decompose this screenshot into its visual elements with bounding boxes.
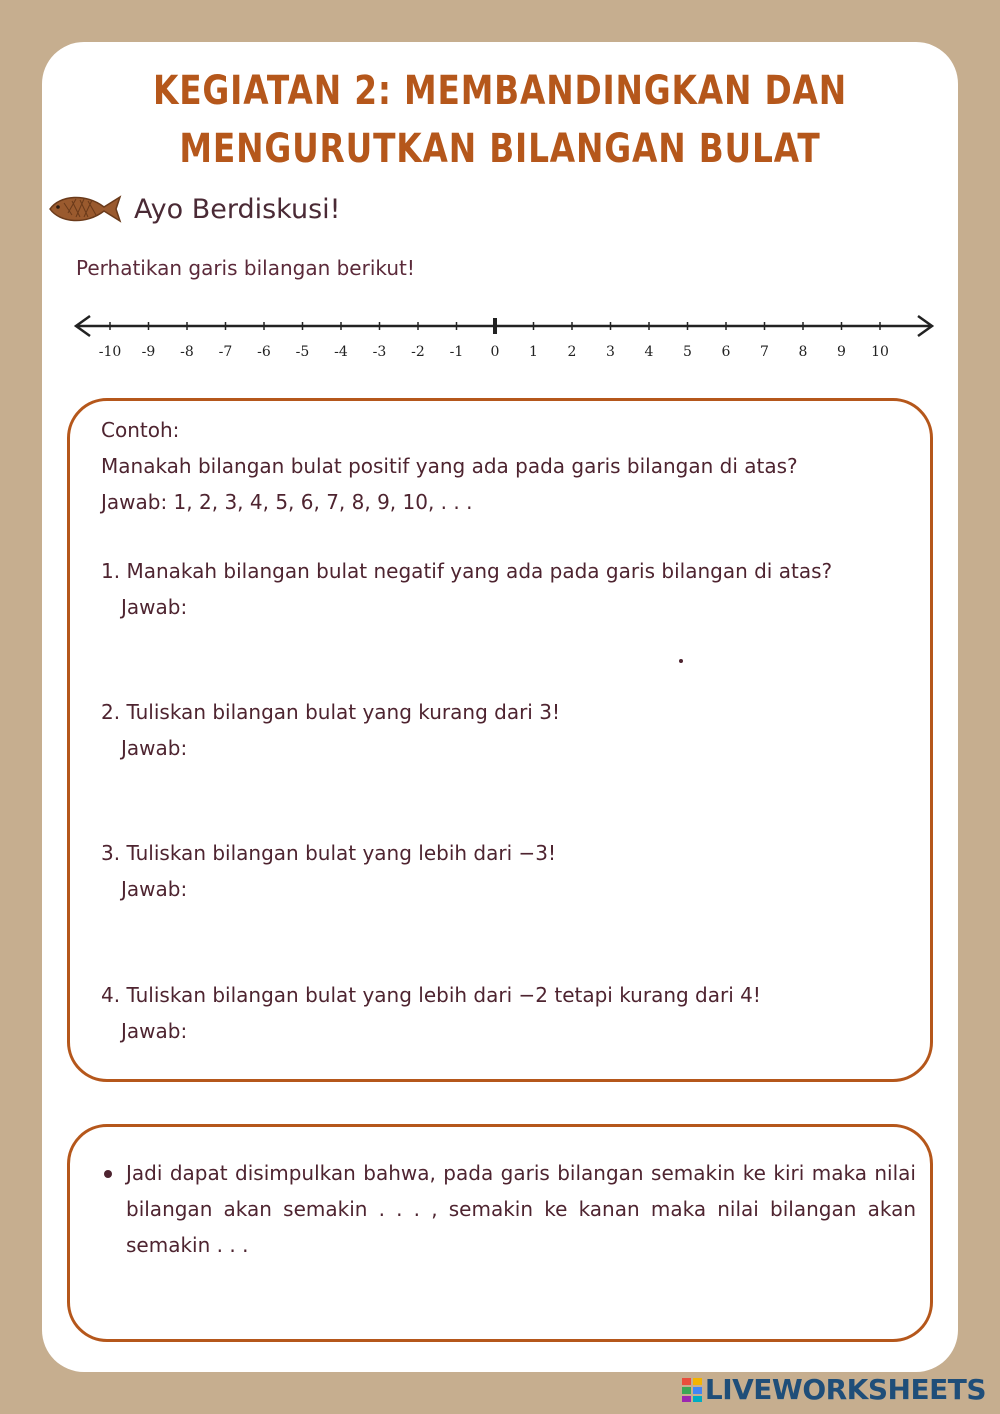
intro-text: Perhatikan garis bilangan berikut!	[76, 256, 415, 280]
title-line-1: KEGIATAN 2: MEMBANDINGKAN DAN	[152, 68, 848, 114]
number-line-label: -4	[334, 344, 348, 360]
example-heading: Contoh:	[101, 418, 180, 442]
conclusion-text: Jadi dapat disimpulkan bahwa, pada garis bilangan semakin ke kiri maka nilai bilangan akan semakin . . . , semakin ke kanan maka nilai bilangan akan semakin . . .	[126, 1161, 916, 1257]
question-4: 4. Tuliskan bilangan bulat yang lebih dari −2 tetapi kurang dari 4!	[101, 983, 761, 1007]
number-line-label: -2	[411, 344, 425, 360]
number-line-label: -10	[98, 344, 122, 360]
answer-dot	[679, 659, 683, 663]
number-line-label: 1	[529, 344, 538, 360]
brand-watermark	[681, 1373, 986, 1406]
number-line-label: 9	[837, 344, 846, 360]
subtitle: Ayo Berdiskusi!	[134, 193, 341, 225]
question-1: 1. Manakah bilangan bulat negatif yang ada pada garis bilangan di atas?	[101, 559, 833, 583]
number-line-label: 0	[490, 344, 500, 360]
question-3: 3. Tuliskan bilangan bulat yang lebih dari −3!	[101, 841, 557, 865]
page-title	[90, 62, 910, 178]
number-line-label: 10	[871, 344, 889, 360]
number-line-label: -8	[180, 344, 194, 360]
title-line-2: MENGURUTKAN BILANGAN BULAT	[179, 126, 821, 172]
liveworksheets-logo-icon	[681, 1377, 703, 1403]
number-line-label: -9	[141, 344, 156, 360]
number-line-label: -3	[372, 344, 387, 360]
example-answer: Jawab: 1, 2, 3, 4, 5, 6, 7, 8, 9, 10, . . .	[101, 490, 473, 514]
number-line-label: -6	[257, 344, 271, 360]
number-line-label: -5	[295, 344, 310, 360]
question-4-answer-label: Jawab:	[121, 1019, 188, 1043]
question-1-answer-label: Jawab:	[121, 595, 188, 619]
number-line-label: 4	[644, 344, 654, 360]
number-line-label: -1	[449, 344, 464, 360]
question-2: 2. Tuliskan bilangan bulat yang kurang dari 3!	[101, 700, 560, 724]
number-line-label: 3	[606, 344, 615, 360]
question-3-answer-label: Jawab:	[121, 877, 188, 901]
bullet-point	[104, 1170, 112, 1178]
fish-icon	[46, 189, 124, 229]
number-line-label: 8	[798, 344, 808, 360]
question-2-answer-label: Jawab:	[121, 736, 188, 760]
number-line-label: 7	[760, 344, 769, 360]
number-line-label: -7	[218, 344, 233, 360]
example-question: Manakah bilangan bulat positif yang ada pada garis bilangan di atas?	[101, 454, 798, 478]
number-line-label: 6	[721, 344, 731, 360]
subtitle-row	[46, 186, 341, 232]
number-line	[70, 308, 940, 368]
brand-name: LIVEWORKSHEETS	[704, 1373, 986, 1406]
number-line-label: 2	[567, 344, 577, 360]
number-line-label: 5	[683, 344, 692, 360]
